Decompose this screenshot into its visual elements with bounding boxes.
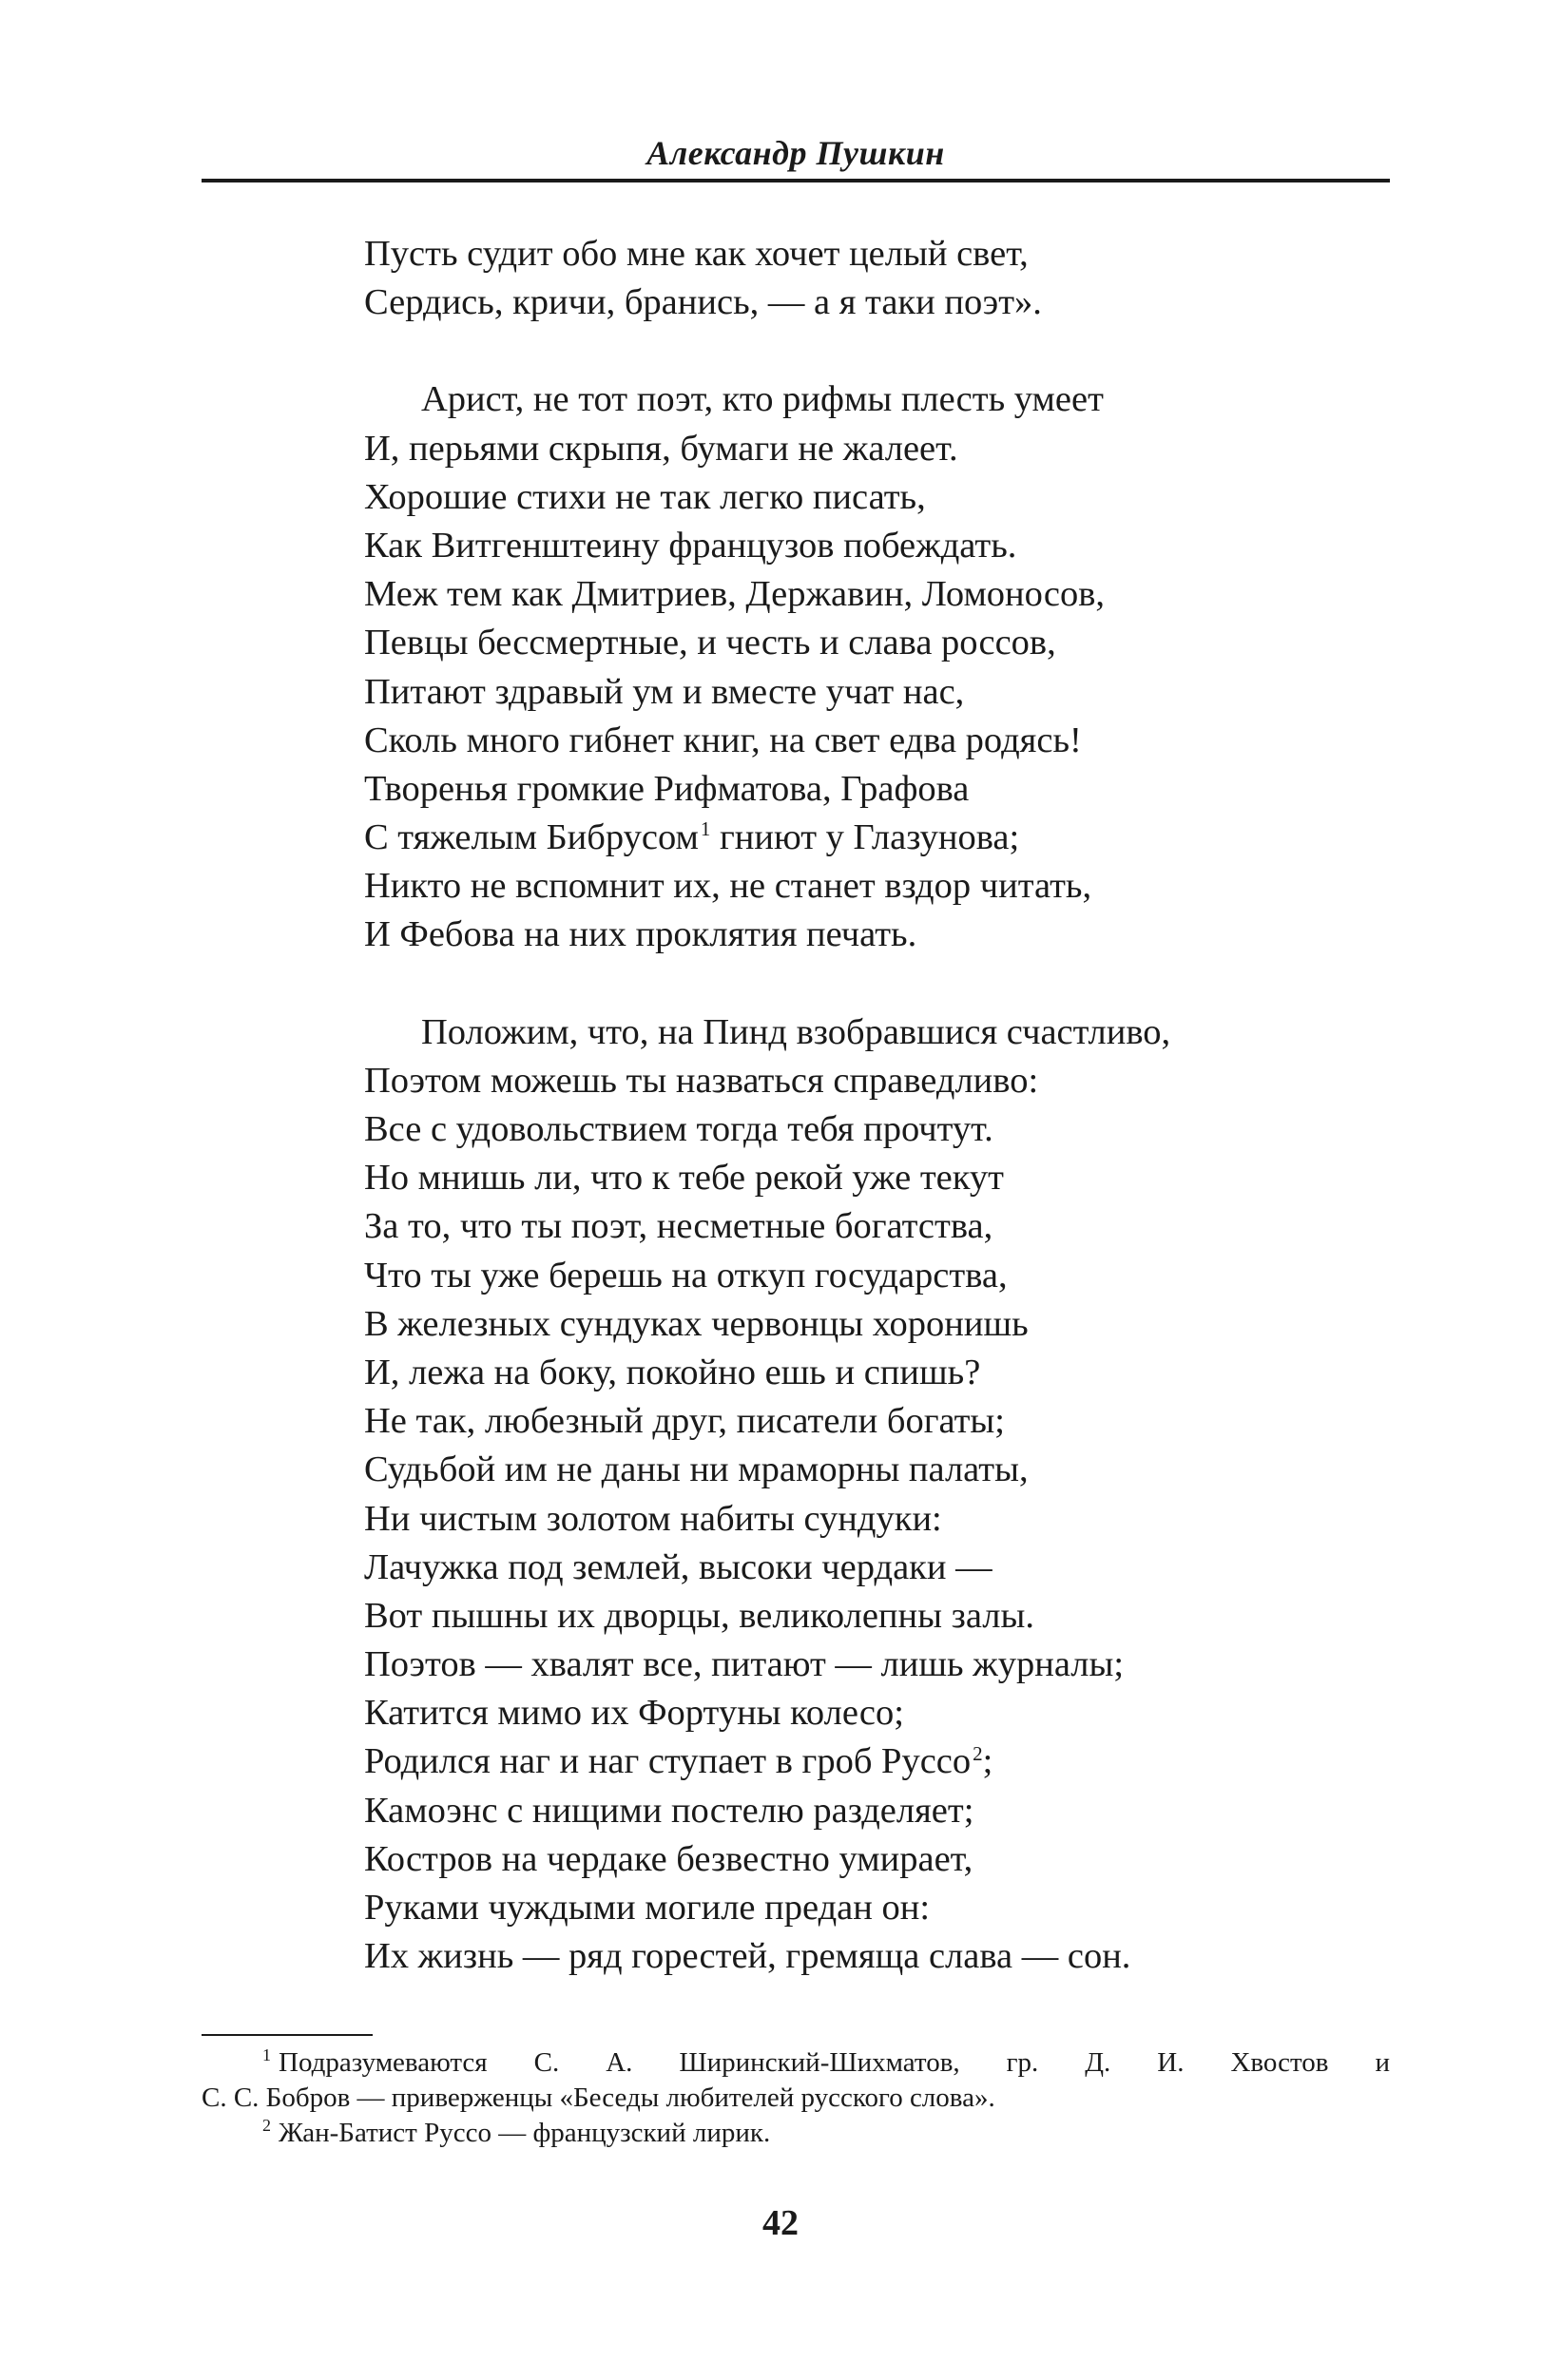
verse-line: И, перьями скрыпя, бумаги не жалеет. <box>364 428 958 469</box>
verse-line: Творенья громкие Рифматова, Графова <box>364 768 970 809</box>
verse-line-part: гниют у Глазунова; <box>719 817 1020 858</box>
verse-line: Все с удовольствием тогда тебя прочтут. <box>364 1109 993 1149</box>
verse-line-part: Родился наг и наг ступает в гроб Руссо <box>364 1741 972 1782</box>
verse-line: Арист, не тот поэт, кто рифмы плесть умеет <box>421 379 1104 420</box>
verse-line: Костров на чердаке безвестно умирает, <box>364 1838 973 1879</box>
verse-line: Меж тем как Дмитриев, Державин, Ломоносов, <box>364 574 1106 615</box>
verse-line: Певцы бессмертные, и честь и слава россов, <box>364 623 1056 663</box>
verse-line: Но мнишь ли, что к тебе рекой уже текут <box>364 1158 1004 1199</box>
verse-line-part: С тяжелым Бибрусом <box>364 817 699 858</box>
footnote-separator <box>202 2034 373 2036</box>
verse-line: Сколь много гибнет книг, на свет едва родясь! <box>364 720 1082 760</box>
verse-line: Вот пышны их дворцы, великолепны залы. <box>364 1595 1034 1636</box>
verse-line: Что ты уже берешь на откуп государства, <box>364 1255 1008 1296</box>
verse-line: Их жизнь — ряд горестей, гремяща слава — сон. <box>364 1936 1131 1977</box>
footnote-reference-1: 1 <box>700 817 711 841</box>
poem-body <box>364 230 1372 1981</box>
stanza-1 <box>364 230 1372 327</box>
verse-line: Поэтом можешь ты назваться справедливо: <box>364 1060 1039 1101</box>
footnotes <box>202 2045 1390 2151</box>
verse-line: Как Витгенштеину французов побеждать. <box>364 525 1017 566</box>
verse-line: В железных сундуках червонцы хоронишь <box>364 1303 1029 1344</box>
running-head-rule <box>202 179 1390 182</box>
verse-line: Не так, любезный друг, писатели богаты; <box>364 1401 1005 1442</box>
verse-line: Судьбой им не даны ни мраморны палаты, <box>364 1449 1029 1490</box>
verse-line: Ни чистым золотом набиты сундуки: <box>364 1498 942 1539</box>
footnote-mark-1: 1 <box>262 2045 271 2065</box>
verse-line: Пусть судит обо мне как хочет целый свет, <box>364 234 1029 274</box>
verse-line: Никто не вспомнит их, не станет вздор читать, <box>364 866 1092 907</box>
verse-line-part: ; <box>982 1741 993 1782</box>
verse-line: Положим, что, на Пинд взобравшися счастливо, <box>421 1011 1171 1052</box>
verse-line: Катится мимо их Фортуны колесо; <box>364 1693 904 1734</box>
verse-line: Сердись, кричи, бранись, — а я таки поэт». <box>364 282 1042 323</box>
footnote-1-first-line <box>202 2045 1390 2081</box>
verse-line: Руками чуждыми могиле предан он: <box>364 1888 931 1928</box>
verse-line: Питают здравый ум и вместе учат нас, <box>364 671 965 712</box>
stanza-3 <box>364 1008 1372 1982</box>
verse-line: И Фебова на них проклятия печать. <box>364 914 917 955</box>
stanza-2 <box>364 375 1372 959</box>
verse-line: Поэтов — хвалят все, питают — лишь журналы; <box>364 1644 1125 1685</box>
verse-line: Лачужка под землей, высоки чердаки — <box>364 1546 992 1587</box>
footnote-1-text: Подразумеваются С. А. Ширинский-Шихматов, гр. Д. И. Хвостов и <box>279 2047 1390 2078</box>
footnote-1-continuation: С. С. Бобров — приверженцы «Беседы любителей русского слова». <box>202 2082 995 2113</box>
footnote-2 <box>202 2116 1390 2151</box>
verse-line: За то, что ты поэт, несметные богатства, <box>364 1206 993 1247</box>
verse-line: Хорошие стихи не так легко писать, <box>364 476 926 517</box>
footnote-reference-2: 2 <box>973 1741 983 1765</box>
verse-line-with-footnote <box>364 1737 1372 1786</box>
footnote-2-text: Жан-Батист Руссо — французский лирик. <box>279 2118 771 2148</box>
footnote-1 <box>202 2045 1390 2116</box>
verse-line: И, лежа на боку, покойно ешь и спишь? <box>364 1352 981 1392</box>
page-number: 42 <box>762 2203 799 2243</box>
footnote-mark-2: 2 <box>262 2116 271 2136</box>
verse-line-with-footnote <box>364 814 1372 862</box>
running-head-author: Александр Пушкин <box>646 134 945 172</box>
verse-line: Камоэнс с нищими постелю разделяет; <box>364 1790 974 1831</box>
